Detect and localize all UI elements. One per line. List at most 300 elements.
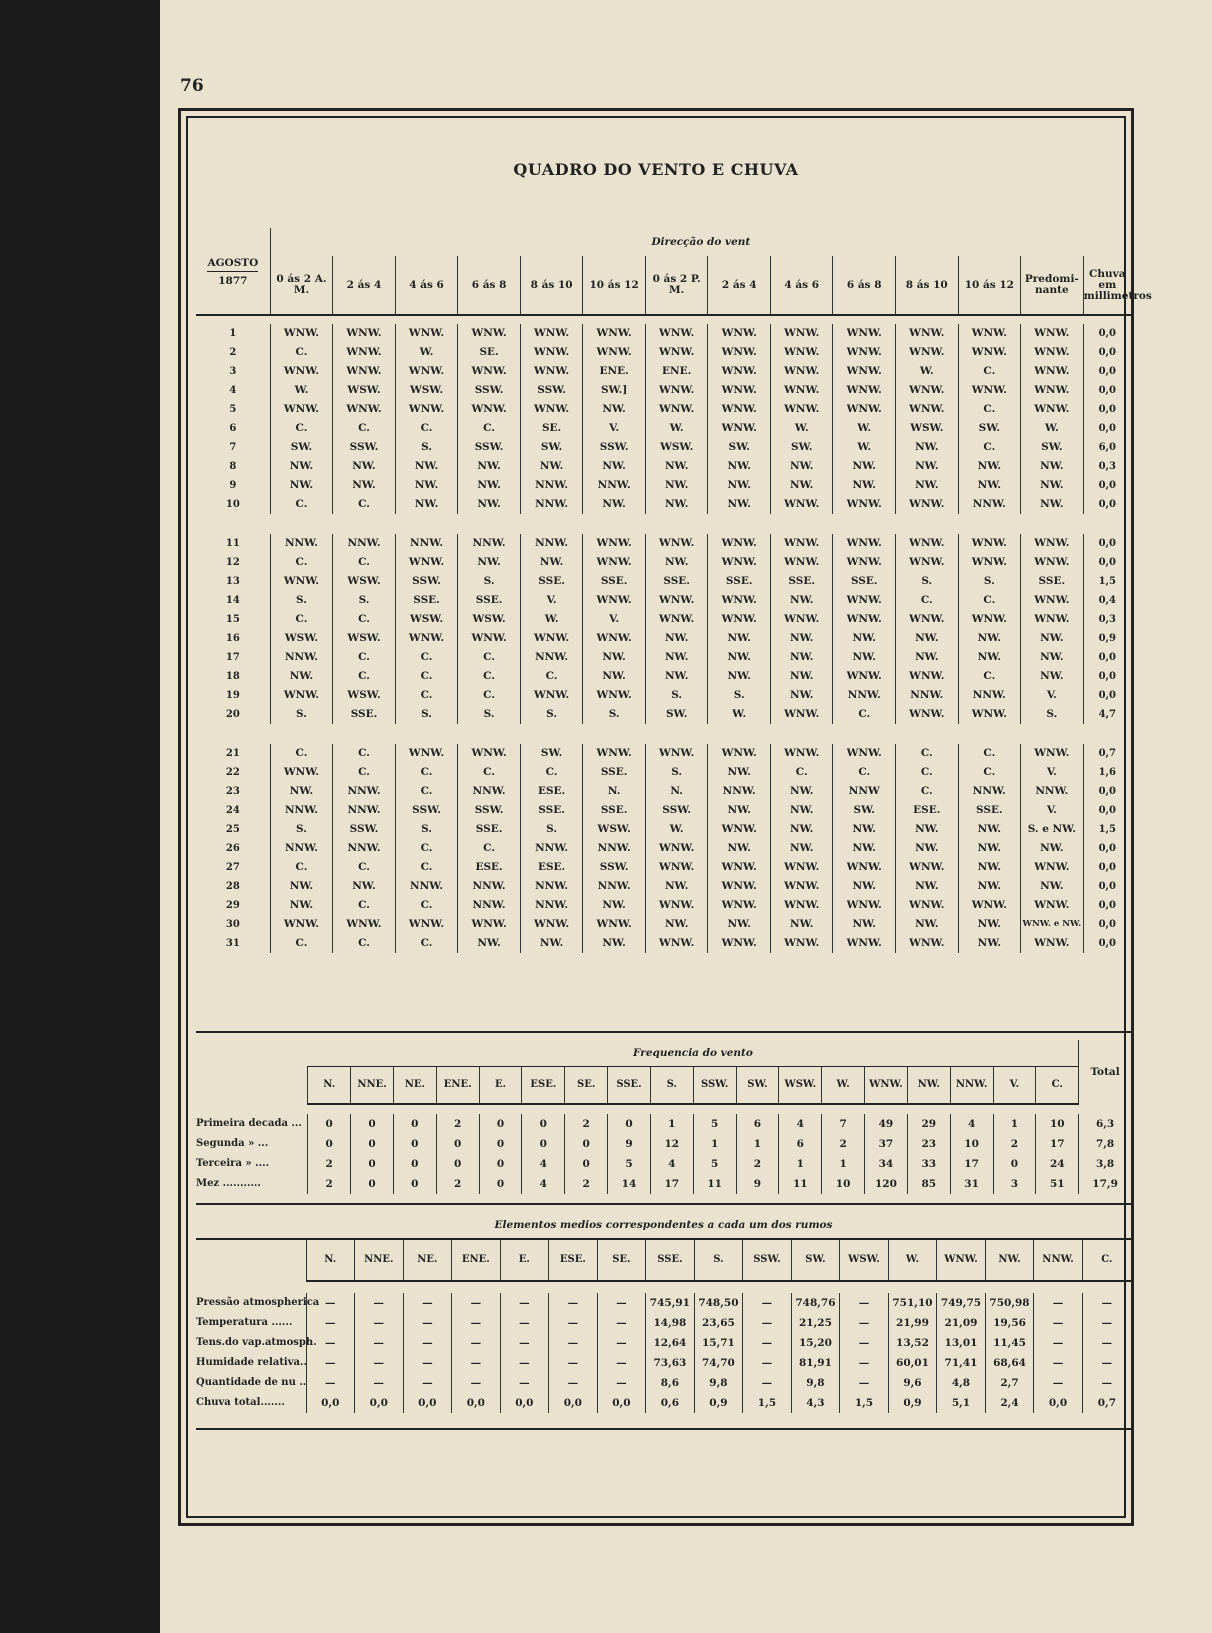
wind-direction-cell: WNW. <box>645 858 708 877</box>
direction-header: E. <box>500 1239 549 1281</box>
wind-direction-cell: WNW. <box>896 495 959 514</box>
element-value-cell: — <box>500 1373 549 1393</box>
frequency-cell: 10 <box>822 1174 865 1194</box>
wind-direction-cell: S. <box>958 572 1021 591</box>
table-row <box>196 1313 1131 1333</box>
rain-cell: 0,0 <box>1083 934 1131 953</box>
wind-direction-cell: SW. <box>645 705 708 724</box>
wind-direction-cell: C. <box>458 667 521 686</box>
table-row <box>196 438 1131 457</box>
wind-direction-cell: WNW. <box>1021 591 1084 610</box>
wind-direction-cell: NW. <box>896 915 959 934</box>
frequency-cell: 0 <box>522 1134 565 1154</box>
direction-header: C. <box>1082 1239 1131 1281</box>
rain-cell: 0,0 <box>1083 324 1131 343</box>
table-row <box>196 381 1131 400</box>
wind-direction-cell: NNW. <box>958 686 1021 705</box>
element-value-cell: — <box>840 1313 889 1333</box>
frequency-cell: 2 <box>993 1134 1036 1154</box>
table-row <box>196 686 1131 705</box>
day-number: 10 <box>225 499 240 510</box>
frequency-cell: 2 <box>565 1174 608 1194</box>
wind-direction-cell: SSE. <box>458 591 521 610</box>
element-value-cell: — <box>1082 1293 1131 1313</box>
frequency-header: Frequencia do vento <box>308 1040 1079 1067</box>
wind-direction-table <box>196 228 1152 953</box>
wind-direction-cell: SSW. <box>458 381 521 400</box>
wind-direction-cell: W. <box>1021 419 1084 438</box>
wind-direction-cell: C. <box>896 744 959 763</box>
time-column-header: Chuva em millimetros <box>1083 256 1131 315</box>
element-value-cell: — <box>597 1293 646 1313</box>
wind-direction-cell: WNW. <box>708 400 771 419</box>
wind-direction-cell: N. <box>583 782 646 801</box>
frequency-cell: 4 <box>522 1174 565 1194</box>
section-divider-2 <box>196 1203 1131 1205</box>
wind-direction-cell: C. <box>270 744 333 763</box>
wind-direction-cell: WNW. <box>1021 553 1084 572</box>
month-label: AGOSTO <box>207 255 258 272</box>
rain-cell: 0,0 <box>1083 495 1131 514</box>
wind-direction-cell: WNW. <box>270 915 333 934</box>
wind-direction-cell: WNW. <box>708 820 771 839</box>
element-label: Temperatura ...... <box>196 1317 293 1328</box>
wind-direction-cell: S. <box>896 572 959 591</box>
wind-direction-cell: C. <box>958 362 1021 381</box>
wind-direction-cell: NW. <box>583 457 646 476</box>
element-value-cell: 0,6 <box>646 1393 695 1413</box>
wind-direction-cell: WNW. <box>333 343 396 362</box>
element-value-cell: 5,1 <box>937 1393 986 1413</box>
wind-direction-cell: WNW. <box>395 915 458 934</box>
wind-direction-cell: WNW. <box>708 934 771 953</box>
day-number: 7 <box>229 442 237 453</box>
wind-direction-cell: NW. <box>645 553 708 572</box>
wind-direction-cell: WNW. <box>583 915 646 934</box>
wind-direction-cell: NW. <box>645 495 708 514</box>
wind-direction-cell: WNW. <box>520 629 583 648</box>
wind-direction-cell: WSW. <box>395 381 458 400</box>
table-row <box>196 324 1131 343</box>
element-value-cell: — <box>743 1333 792 1353</box>
wind-direction-cell: C. <box>896 591 959 610</box>
wind-direction-cell: SSE. <box>583 572 646 591</box>
element-value-cell: — <box>549 1353 598 1373</box>
wind-direction-cell: SSE. <box>645 572 708 591</box>
wind-direction-cell: NNW. <box>520 896 583 915</box>
wind-direction-cell: NW. <box>583 667 646 686</box>
wind-direction-cell: NNW. <box>333 534 396 553</box>
element-value-cell: 0,0 <box>500 1393 549 1413</box>
wind-direction-cell: C. <box>395 858 458 877</box>
rain-cell: 0,0 <box>1083 381 1131 400</box>
element-value-cell: — <box>743 1293 792 1313</box>
wind-direction-cell: NW. <box>645 877 708 896</box>
wind-direction-cell: NNW. <box>833 686 896 705</box>
wind-direction-cell: SW. <box>708 438 771 457</box>
frequency-cell: 0 <box>351 1134 394 1154</box>
wind-direction-cell: NW. <box>1021 877 1084 896</box>
wind-direction-cell: C. <box>770 763 833 782</box>
wind-direction-cell: NW. <box>583 648 646 667</box>
wind-direction-cell: C. <box>333 858 396 877</box>
element-label: Chuva total....... <box>196 1397 285 1408</box>
frequency-cell: 9 <box>736 1174 779 1194</box>
wind-direction-cell: V. <box>583 419 646 438</box>
frequency-cell: 0 <box>565 1154 608 1174</box>
wind-direction-cell: WNW. <box>896 324 959 343</box>
wind-direction-cell: WNW. <box>1021 744 1084 763</box>
wind-direction-cell: WNW. <box>395 553 458 572</box>
element-value-cell: — <box>403 1293 452 1313</box>
element-value-cell: 14,98 <box>646 1313 695 1333</box>
table-row <box>196 343 1131 362</box>
frequency-cell: 0 <box>393 1114 436 1134</box>
wind-direction-cell: NW. <box>270 476 333 495</box>
wind-direction-cell: WNW. <box>1021 324 1084 343</box>
wind-direction-cell: NW. <box>270 896 333 915</box>
wind-direction-cell: WSW. <box>645 438 708 457</box>
wind-direction-cell: SW. <box>270 438 333 457</box>
frequency-cell: 17 <box>1036 1134 1079 1154</box>
section-divider-3 <box>196 1428 1131 1430</box>
wind-direction-cell: C. <box>395 763 458 782</box>
wind-direction-cell: ENE. <box>645 362 708 381</box>
wind-direction-cell: SSW. <box>333 820 396 839</box>
wind-direction-cell: NNW. <box>520 839 583 858</box>
element-label: Quantidade de nu .. <box>196 1377 307 1388</box>
wind-direction-cell: NNW. <box>958 495 1021 514</box>
wind-direction-cell: SSE. <box>583 801 646 820</box>
rain-cell: 0,0 <box>1083 553 1131 572</box>
rain-cell: 1,5 <box>1083 572 1131 591</box>
wind-direction-cell: WNW. <box>583 686 646 705</box>
wind-direction-cell: WSW. <box>333 381 396 400</box>
element-value-cell: 60,01 <box>888 1353 937 1373</box>
wind-direction-cell: W. <box>833 438 896 457</box>
wind-direction-cell: NW. <box>1021 476 1084 495</box>
wind-direction-cell: NW. <box>896 820 959 839</box>
frequency-cell: 0 <box>608 1114 651 1134</box>
element-value-cell: 81,91 <box>791 1353 840 1373</box>
wind-direction-cell: NNW. <box>270 648 333 667</box>
wind-direction-cell: WNW. <box>708 877 771 896</box>
wind-direction-cell: SSE. <box>833 572 896 591</box>
element-value-cell: 15,71 <box>694 1333 743 1353</box>
wind-direction-cell: SSW. <box>333 438 396 457</box>
element-value-cell: — <box>597 1353 646 1373</box>
element-value-cell: — <box>355 1353 404 1373</box>
element-value-cell: — <box>549 1293 598 1313</box>
wind-direction-cell: WNW. <box>583 324 646 343</box>
total-cell: 17,9 <box>1079 1174 1131 1194</box>
wind-direction-cell: NNW <box>833 782 896 801</box>
table-row <box>196 782 1131 801</box>
frequency-cell: 2 <box>308 1154 351 1174</box>
wind-direction-cell: C. <box>270 610 333 629</box>
wind-direction-cell: WNW. <box>645 400 708 419</box>
direction-header: WSW. <box>840 1239 889 1281</box>
table-row <box>196 1174 1131 1194</box>
wind-direction-cell: NNW. <box>395 534 458 553</box>
day-number: 5 <box>229 404 237 415</box>
wind-direction-cell: WNW. <box>833 495 896 514</box>
wind-direction-cell: NW. <box>770 457 833 476</box>
wind-direction-cell: SSE. <box>770 572 833 591</box>
wind-direction-cell: SSW. <box>395 572 458 591</box>
wind-direction-cell: C. <box>395 419 458 438</box>
rain-cell: 0,0 <box>1083 801 1131 820</box>
wind-direction-cell: C. <box>270 858 333 877</box>
direction-header: SW. <box>736 1067 779 1105</box>
wind-direction-cell: S. <box>645 686 708 705</box>
wind-direction-cell: SE. <box>520 419 583 438</box>
total-header: Total <box>1079 1040 1131 1104</box>
wind-direction-cell: SSE. <box>520 801 583 820</box>
wind-direction-cell: WNW. <box>896 934 959 953</box>
element-value-cell: 748,76 <box>791 1293 840 1313</box>
table-row <box>196 400 1131 419</box>
direction-header: SE. <box>565 1067 608 1105</box>
table-row <box>196 915 1131 934</box>
table-row <box>196 877 1131 896</box>
wind-direction-cell: NW. <box>333 476 396 495</box>
rain-cell: 0,3 <box>1083 457 1131 476</box>
wind-direction-cell: C. <box>896 782 959 801</box>
table-row <box>196 839 1131 858</box>
table-row <box>196 1393 1131 1413</box>
wind-direction-cell: NW. <box>645 915 708 934</box>
wind-direction-cell: WNW. <box>333 400 396 419</box>
rain-cell: 1,6 <box>1083 763 1131 782</box>
wind-direction-cell: NW. <box>770 915 833 934</box>
period-label: Primeira decada ... <box>196 1118 302 1129</box>
frequency-cell: 0 <box>436 1154 479 1174</box>
wind-direction-cell: WNW. <box>583 629 646 648</box>
wind-direction-cell: C. <box>458 763 521 782</box>
wind-direction-cell: WNW. <box>708 324 771 343</box>
wind-direction-cell: NW. <box>896 457 959 476</box>
frequency-cell: 1 <box>822 1154 865 1174</box>
wind-direction-cell: NW. <box>833 877 896 896</box>
wind-direction-cell: NW. <box>896 629 959 648</box>
element-value-cell: — <box>500 1353 549 1373</box>
wind-direction-cell: WNW. <box>896 400 959 419</box>
wind-direction-cell: SSW. <box>583 438 646 457</box>
wind-direction-cell: NW. <box>770 629 833 648</box>
frequency-cell: 5 <box>693 1154 736 1174</box>
element-value-cell: 11,45 <box>985 1333 1034 1353</box>
wind-direction-cell: WNW. <box>833 400 896 419</box>
wind-direction-cell: WNW. <box>958 324 1021 343</box>
element-value-cell: — <box>597 1373 646 1393</box>
direction-header: SSW. <box>743 1239 792 1281</box>
table-row <box>196 1134 1131 1154</box>
rain-cell: 0,0 <box>1083 343 1131 362</box>
frequency-cell: 0 <box>393 1134 436 1154</box>
element-value-cell: — <box>306 1313 355 1333</box>
rain-cell: 0,3 <box>1083 610 1131 629</box>
wind-direction-cell: WNW. <box>833 610 896 629</box>
rain-cell: 0,4 <box>1083 591 1131 610</box>
table-row <box>196 1353 1131 1373</box>
wind-direction-cell: WNW. <box>958 381 1021 400</box>
wind-direction-cell: NW. <box>708 629 771 648</box>
time-column-header: 2 ás 4 <box>708 256 771 315</box>
wind-direction-cell: W. <box>833 419 896 438</box>
wind-direction-cell: C. <box>270 934 333 953</box>
element-value-cell: 4,3 <box>791 1393 840 1413</box>
element-value-cell: — <box>500 1313 549 1333</box>
wind-direction-cell: WNW. <box>770 553 833 572</box>
rain-cell: 0,0 <box>1083 839 1131 858</box>
frequency-cell: 2 <box>565 1114 608 1134</box>
wind-direction-cell: WNW. <box>896 381 959 400</box>
wind-direction-cell: WNW. <box>958 705 1021 724</box>
wind-direction-cell: NW. <box>958 839 1021 858</box>
table-row <box>196 457 1131 476</box>
frequency-cell: 2 <box>822 1134 865 1154</box>
wind-direction-cell: S. <box>395 438 458 457</box>
wind-direction-cell: WNW. <box>458 400 521 419</box>
element-value-cell: 0,0 <box>306 1393 355 1413</box>
frequency-cell: 2 <box>436 1114 479 1134</box>
wind-direction-cell: W. <box>645 820 708 839</box>
direction-header: S. <box>650 1067 693 1105</box>
rain-cell: 0,0 <box>1083 419 1131 438</box>
wind-direction-cell: NNW. <box>896 686 959 705</box>
rain-cell: 0,9 <box>1083 629 1131 648</box>
wind-direction-cell: NNW. <box>333 801 396 820</box>
wind-direction-cell: WNW. <box>833 534 896 553</box>
wind-direction-cell: NW. <box>458 476 521 495</box>
direction-header: E. <box>479 1067 522 1105</box>
element-value-cell: — <box>549 1373 598 1393</box>
wind-direction-cell: WNW. <box>458 629 521 648</box>
day-number: 30 <box>225 919 240 930</box>
wind-direction-cell: C. <box>333 934 396 953</box>
frequency-cell: 0 <box>479 1134 522 1154</box>
wind-direction-cell: W. <box>520 610 583 629</box>
table-row <box>196 1373 1131 1393</box>
wind-direction-cell: WNW. <box>645 324 708 343</box>
wind-direction-cell: WNW. <box>770 381 833 400</box>
wind-direction-cell: NW. <box>708 839 771 858</box>
element-value-cell: — <box>743 1373 792 1393</box>
direction-header: WNW. <box>937 1239 986 1281</box>
frequency-cell: 5 <box>693 1114 736 1134</box>
table-row <box>196 591 1131 610</box>
element-value-cell: 23,65 <box>694 1313 743 1333</box>
wind-direction-cell: SW. <box>1021 438 1084 457</box>
wind-direction-cell: NW. <box>458 495 521 514</box>
day-number: 12 <box>225 557 240 568</box>
wind-direction-cell: WNW. <box>458 324 521 343</box>
wind-direction-cell: SE. <box>458 343 521 362</box>
wind-direction-cell: C. <box>333 495 396 514</box>
wind-direction-cell: WNW. <box>1021 381 1084 400</box>
wind-direction-cell: NNW. <box>270 534 333 553</box>
wind-direction-cell: WNW. <box>833 591 896 610</box>
wind-direction-cell: NW. <box>708 667 771 686</box>
wind-direction-cell: WNW. <box>270 686 333 705</box>
element-value-cell: — <box>840 1373 889 1393</box>
wind-direction-cell: WNW. <box>896 896 959 915</box>
frequency-cell: 6 <box>736 1114 779 1134</box>
wind-direction-cell: NNW. <box>958 782 1021 801</box>
element-value-cell: — <box>597 1333 646 1353</box>
day-number: 14 <box>225 595 240 606</box>
wind-direction-cell: WNW. <box>708 534 771 553</box>
wind-direction-cell: WSW. <box>458 610 521 629</box>
frequency-cell: 0 <box>351 1174 394 1194</box>
wind-direction-cell: SW. <box>520 438 583 457</box>
wind-direction-cell: C. <box>458 648 521 667</box>
wind-direction-cell: WNW. <box>708 419 771 438</box>
element-value-cell: — <box>1082 1353 1131 1373</box>
time-column-header: Predomi-nante <box>1021 256 1084 315</box>
element-value-cell: 12,64 <box>646 1333 695 1353</box>
wind-direction-cell: NW. <box>583 495 646 514</box>
wind-direction-cell: NW. <box>833 648 896 667</box>
wind-direction-cell: WNW. <box>1021 858 1084 877</box>
wind-direction-cell: WNW. <box>1021 610 1084 629</box>
element-value-cell: 2,4 <box>985 1393 1034 1413</box>
day-number: 23 <box>225 786 240 797</box>
table-row <box>196 705 1131 724</box>
page-title: QUADRO DO VENTO E CHUVA <box>513 160 799 179</box>
wind-direction-cell: S. <box>395 705 458 724</box>
wind-direction-cell: S. <box>520 705 583 724</box>
wind-direction-cell: WNW. <box>833 667 896 686</box>
wind-direction-cell: C. <box>270 343 333 362</box>
element-value-cell: — <box>403 1313 452 1333</box>
wind-direction-cell: WNW. <box>645 610 708 629</box>
element-value-cell: 749,75 <box>937 1293 986 1313</box>
wind-direction-cell: C. <box>333 763 396 782</box>
table-row <box>196 553 1131 572</box>
day-number: 25 <box>225 824 240 835</box>
wind-direction-cell: C. <box>333 419 396 438</box>
wind-direction-cell: SSE. <box>520 572 583 591</box>
direction-header: NW. <box>907 1067 950 1105</box>
element-value-cell: — <box>549 1333 598 1353</box>
wind-direction-cell: NW. <box>270 782 333 801</box>
direction-header: ENE. <box>436 1067 479 1105</box>
wind-direction-cell: NW. <box>395 476 458 495</box>
wind-direction-cell: WNW. <box>1021 400 1084 419</box>
direction-header: NNE. <box>351 1067 394 1105</box>
wind-direction-cell: WNW. <box>645 934 708 953</box>
wind-direction-cell: WNW. <box>1021 534 1084 553</box>
wind-direction-cell: NW. <box>645 476 708 495</box>
direction-header: ESE. <box>522 1067 565 1105</box>
wind-direction-cell: V. <box>583 610 646 629</box>
wind-direction-cell: WNW. <box>708 362 771 381</box>
element-value-cell: 13,52 <box>888 1333 937 1353</box>
rain-cell: 0,0 <box>1083 782 1131 801</box>
wind-direction-cell: WNW. <box>770 610 833 629</box>
wind-direction-cell: NW. <box>896 438 959 457</box>
wind-direction-cell: NW. <box>770 839 833 858</box>
direction-header: N. <box>306 1239 355 1281</box>
element-value-cell: — <box>306 1293 355 1313</box>
element-value-cell: 0,0 <box>597 1393 646 1413</box>
table-row <box>196 820 1131 839</box>
frequency-cell: 0 <box>479 1154 522 1174</box>
wind-direction-cell: WNW. <box>833 896 896 915</box>
day-number: 15 <box>225 614 240 625</box>
